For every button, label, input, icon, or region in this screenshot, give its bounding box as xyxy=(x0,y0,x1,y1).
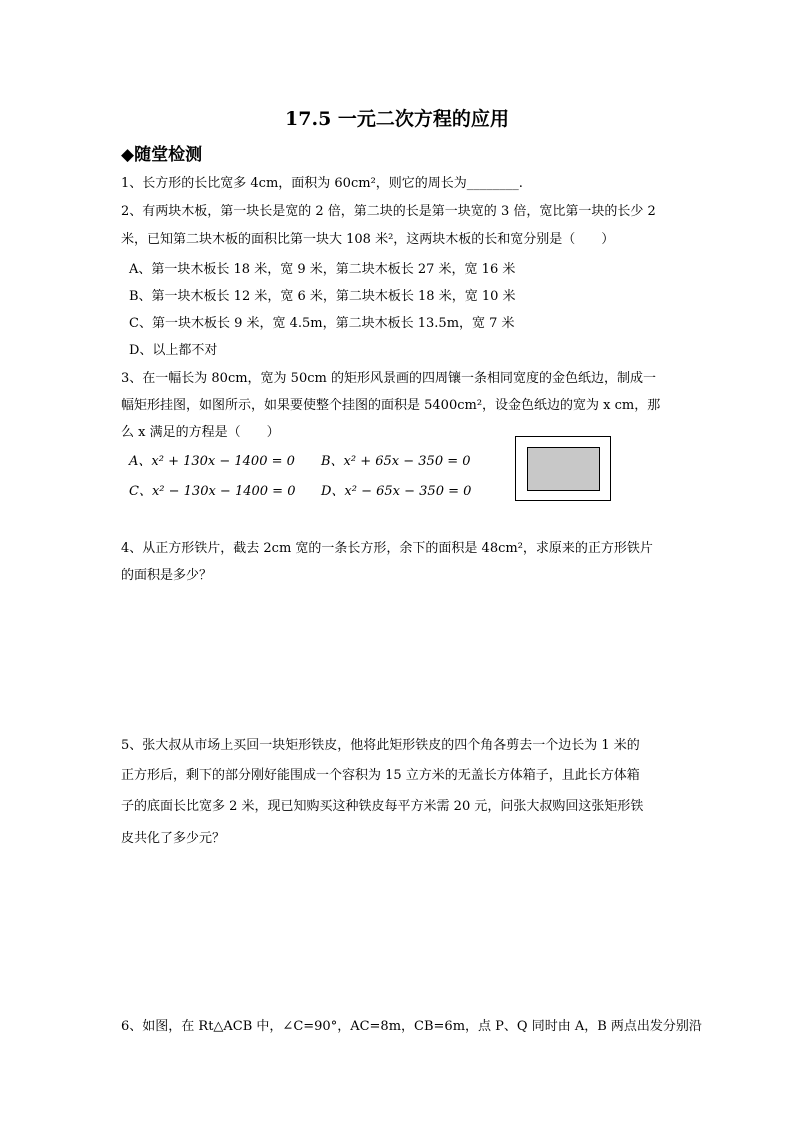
question-5-line-4: 皮共化了多少元？ xyxy=(121,831,226,846)
question-5-line-2: 正方形后，剩下的部分刚好能围成一个容积为 15 立方米的无盖长方体箱子，且此长方体箱 xyxy=(121,768,640,783)
question-3-line-2: 幅矩形挂图，如图所示，如果要使整个挂图的面积是 5400cm²，设金色纸边的宽为 x cm，那 xyxy=(121,398,661,413)
question-5-line-3: 子的底面长比宽多 2 米，现已知购买这种铁皮每平方米需 20 元，问张大叔购回这张矩形铁 xyxy=(121,799,644,814)
question-4-line-2: 的面积是多少？ xyxy=(121,568,213,583)
question-6-line-1: 6、如图，在 Rt△ACB 中，∠C=90°，AC=8m，CB=6m，点 P、Q 同时由 A，B 两点出发分别沿 xyxy=(121,1019,702,1034)
question-3-line-3: 么 x 满足的方程是（ ） xyxy=(121,425,280,440)
question-2-option-b: B、第一块木板长 12 米，宽 6 米，第二块木板长 18 米，宽 10 米 xyxy=(129,289,516,304)
question-3-option-a: A、x² + 130x − 1400 = 0 xyxy=(129,454,295,469)
question-3-line-1: 3、在一幅长为 80cm，宽为 50cm 的矩形风景画的四周镶一条相同宽度的金色纸边，制成一 xyxy=(121,371,656,386)
section-heading: ◆随堂检测 xyxy=(121,145,203,165)
question-4-line-1: 4、从正方形铁片，截去 2cm 宽的一条长方形，余下的面积是 48cm²，求原来的正方形铁片 xyxy=(121,541,653,556)
question-3-option-c: C、x² − 130x − 1400 = 0 xyxy=(129,484,296,499)
question-5-line-1: 5、张大叔从市场上买回一块矩形铁皮，他将此矩形铁皮的四个角各剪去一个边长为 1 米的 xyxy=(121,738,640,753)
question-1: 1、长方形的长比宽多 4cm，面积为 60cm²，则它的周长为________. xyxy=(121,176,523,191)
question-2-line-1: 2、有两块木板，第一块长是宽的 2 倍，第二块的长是第一块宽的 3 倍，宽比第一块的长少 2 xyxy=(121,204,656,219)
picture-frame-inner xyxy=(527,447,600,491)
question-3-option-b: B、x² + 65x − 350 = 0 xyxy=(321,454,471,469)
question-2-option-a: A、第一块木板长 18 米，宽 9 米，第二块木板长 27 米，宽 16 米 xyxy=(129,262,516,277)
question-3-option-d: D、x² − 65x − 350 = 0 xyxy=(321,484,472,499)
page-title: 17.5 一元二次方程的应用 xyxy=(285,108,509,130)
question-2-option-c: C、第一块木板长 9 米，宽 4.5m，第二块木板长 13.5m，宽 7 米 xyxy=(129,316,515,331)
question-2-option-d: D、以上都不对 xyxy=(129,343,218,358)
question-2-line-2: 米，已知第二块木板的面积比第一块大 108 米²，这两块木板的长和宽分别是（ ） xyxy=(121,232,615,247)
